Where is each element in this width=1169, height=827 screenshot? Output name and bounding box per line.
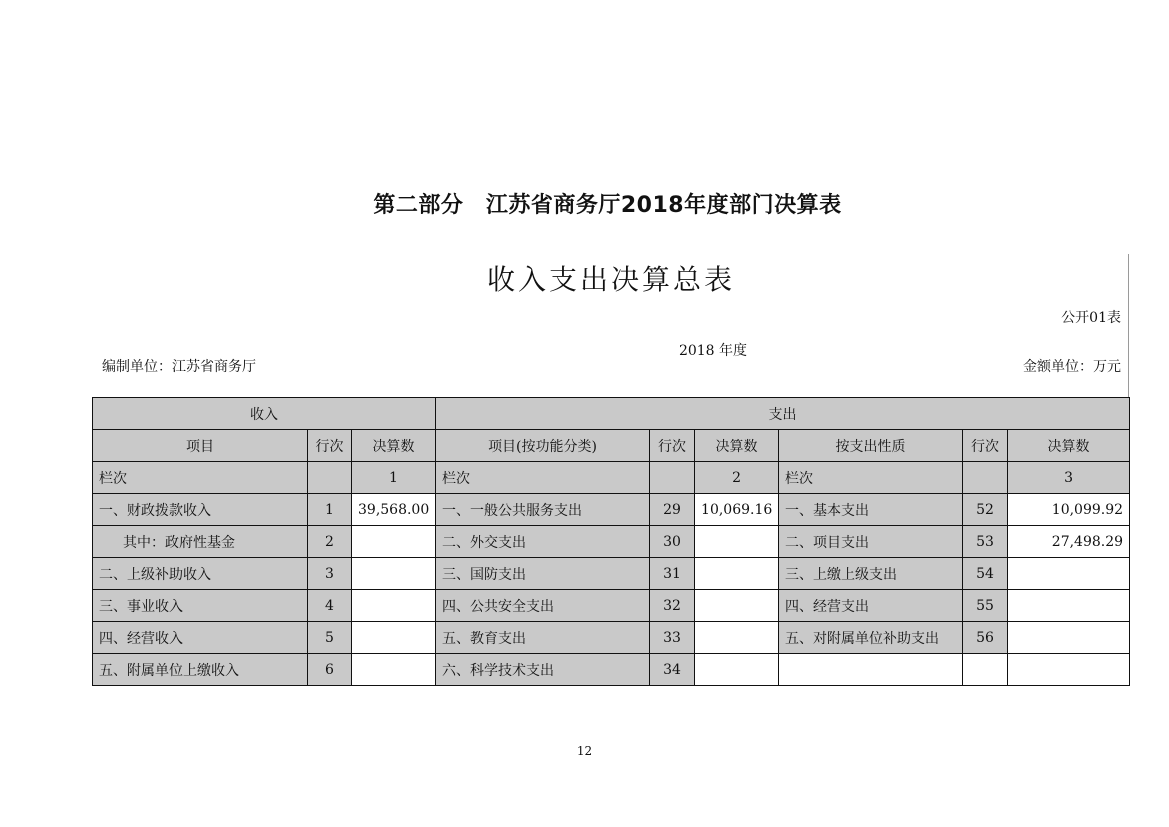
income-amount xyxy=(352,622,436,654)
col-index-2: 2 xyxy=(695,462,779,494)
form-number: 公开01表 xyxy=(1061,310,1121,326)
header-item: 项目 xyxy=(93,430,308,462)
function-amount xyxy=(695,526,779,558)
income-item: 四、经营收入 xyxy=(93,622,308,654)
nature-row-no xyxy=(963,654,1008,686)
income-item: 一、财政拨款收入 xyxy=(93,494,308,526)
header-row-columns xyxy=(93,430,1130,462)
income-row-no: 4 xyxy=(308,590,352,622)
col-empty xyxy=(308,462,352,494)
income-amount xyxy=(352,590,436,622)
nature-item: 一、基本支出 xyxy=(779,494,963,526)
header-by-nature: 按支出性质 xyxy=(779,430,963,462)
header-row-section xyxy=(93,398,1130,430)
col-label: 栏次 xyxy=(93,462,308,494)
table-row xyxy=(93,494,1130,526)
col-label: 栏次 xyxy=(779,462,963,494)
nature-amount: 27,498.29 xyxy=(1008,526,1130,558)
function-row-no: 31 xyxy=(650,558,695,590)
income-amount: 39,568.00 xyxy=(352,494,436,526)
unit-label: 金额单位：万元 xyxy=(1023,359,1121,375)
table-row xyxy=(93,622,1130,654)
function-item: 三、国防支出 xyxy=(436,558,650,590)
header-row-column-index xyxy=(93,462,1130,494)
nature-amount xyxy=(1008,622,1130,654)
income-amount xyxy=(352,654,436,686)
nature-item: 二、项目支出 xyxy=(779,526,963,558)
income-row-no: 6 xyxy=(308,654,352,686)
nature-row-no: 52 xyxy=(963,494,1008,526)
nature-row-no: 54 xyxy=(963,558,1008,590)
function-amount xyxy=(695,622,779,654)
table-row xyxy=(93,590,1130,622)
function-amount xyxy=(695,590,779,622)
function-row-no: 34 xyxy=(650,654,695,686)
table-row xyxy=(93,526,1130,558)
income-row-no: 1 xyxy=(308,494,352,526)
income-row-no: 2 xyxy=(308,526,352,558)
income-item: 二、上级补助收入 xyxy=(93,558,308,590)
nature-row-no: 55 xyxy=(963,590,1008,622)
header-row-no: 行次 xyxy=(650,430,695,462)
header-expense: 支出 xyxy=(436,398,1130,430)
nature-amount: 10,099.92 xyxy=(1008,494,1130,526)
table-title: 收入支出决算总表 xyxy=(486,263,735,296)
table-row xyxy=(93,654,1130,686)
fiscal-year: 2018 年度 xyxy=(678,343,748,359)
col-empty xyxy=(650,462,695,494)
nature-amount xyxy=(1008,654,1130,686)
nature-amount xyxy=(1008,590,1130,622)
function-row-no: 29 xyxy=(650,494,695,526)
header-item-by-function: 项目(按功能分类) xyxy=(436,430,650,462)
nature-item: 四、经营支出 xyxy=(779,590,963,622)
nature-item xyxy=(779,654,963,686)
function-item: 一、一般公共服务支出 xyxy=(436,494,650,526)
header-amount: 决算数 xyxy=(695,430,779,462)
income-row-no: 5 xyxy=(308,622,352,654)
header-income: 收入 xyxy=(93,398,436,430)
header-amount: 决算数 xyxy=(1008,430,1130,462)
function-row-no: 33 xyxy=(650,622,695,654)
function-item: 二、外交支出 xyxy=(436,526,650,558)
income-item: 其中：政府性基金 xyxy=(93,526,308,558)
function-amount xyxy=(695,654,779,686)
income-row-no: 3 xyxy=(308,558,352,590)
nature-amount xyxy=(1008,558,1130,590)
nature-item: 五、对附属单位补助支出 xyxy=(779,622,963,654)
income-item: 五、附属单位上缴收入 xyxy=(93,654,308,686)
function-amount: 10,069.16 xyxy=(695,494,779,526)
table-row xyxy=(93,558,1130,590)
header-row-no: 行次 xyxy=(308,430,352,462)
page-title: 第二部分 江苏省商务厅2018年度部门决算表 xyxy=(373,193,842,218)
header-row-no: 行次 xyxy=(963,430,1008,462)
function-row-no: 30 xyxy=(650,526,695,558)
nature-row-no: 56 xyxy=(963,622,1008,654)
organization-label: 编制单位：江苏省商务厅 xyxy=(102,359,256,375)
function-amount xyxy=(695,558,779,590)
page-number: 12 xyxy=(576,744,593,758)
income-amount xyxy=(352,558,436,590)
nature-item: 三、上缴上级支出 xyxy=(779,558,963,590)
col-empty xyxy=(963,462,1008,494)
function-item: 四、公共安全支出 xyxy=(436,590,650,622)
income-amount xyxy=(352,526,436,558)
header-amount: 决算数 xyxy=(352,430,436,462)
budget-table xyxy=(92,397,1130,686)
nature-row-no: 53 xyxy=(963,526,1008,558)
col-label: 栏次 xyxy=(436,462,650,494)
function-row-no: 32 xyxy=(650,590,695,622)
divider xyxy=(1128,254,1129,397)
function-item: 六、科学技术支出 xyxy=(436,654,650,686)
income-item: 三、事业收入 xyxy=(93,590,308,622)
function-item: 五、教育支出 xyxy=(436,622,650,654)
col-index-3: 3 xyxy=(1008,462,1130,494)
col-index-1: 1 xyxy=(352,462,436,494)
